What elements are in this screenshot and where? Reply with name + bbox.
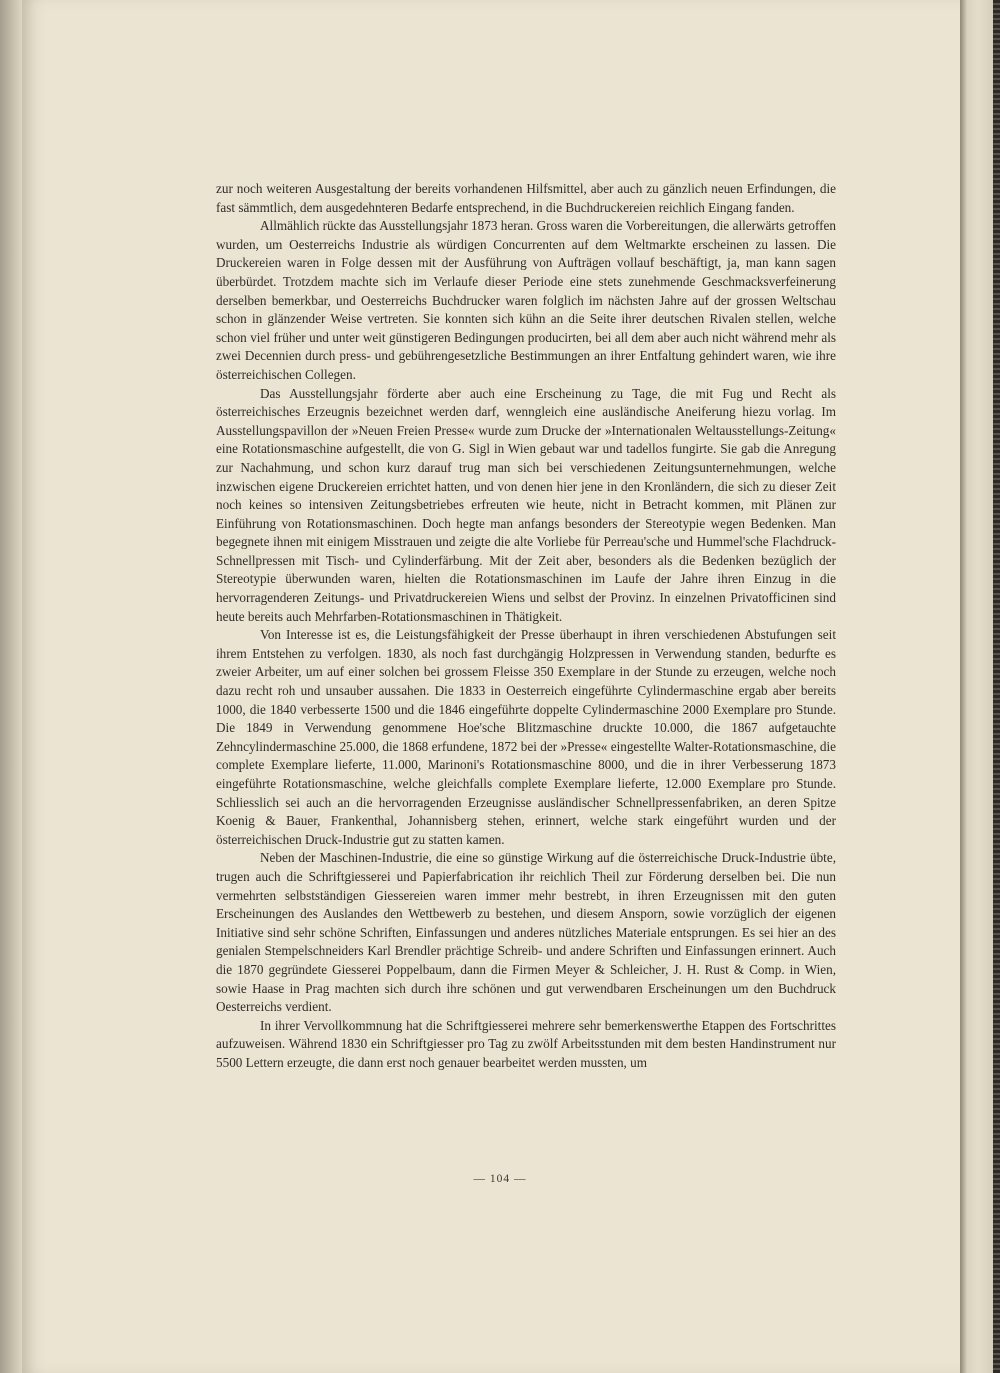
paragraph-6: In ihrer Vervollkommnung hat die Schriftgiesserei mehrere sehr bemerkenswerthe Etappen des Fortschrittes aufzuweisen. Während 1830 ein Schriftgiesser pro Tag zu zwölf Arbeitsstunden mit dem besten Handinstrument nur 5500 Lettern erzeugte, die dann erst noch genauer bearbeitet werden mussten, um [216, 1017, 836, 1070]
paragraph-1: zur noch weiteren Ausgestaltung der bereits vorhandenen Hilfsmittel, aber auch zu gänzlich neuen Erfindungen, die fast sämmtlich, dem ausgedehnteren Bedarfe entsprechend, in die Buchdruckereien reichlich Eingang fanden. [216, 181, 836, 215]
paragraph-2: Allmählich rückte das Ausstellungsjahr 1873 heran. Gross waren die Vorbereitungen, die allerwärts getroffen wurden, um Oesterreichs Industrie als würdigen Concurrenten auf dem Weltmarkte erscheinen zu lassen. Die Druckereien waren in Folge dessen mit der Ausführung von Aufträgen vollauf beschäftigt, ja, man kann sagen überbürdet. Trotzdem machte sich im Verlaufe dieser Periode eine stets zunehmende Geschmacksverfeinerung derselben bemerkbar, und Oesterreichs Buchdrucker waren folglich im nächsten Jahre auf der grossen Weltschau schon in glänzender Weise vertreten. Sie konnten sich kühn an die Seite ihrer deutschen Rivalen stellen, welche schon viel früher und unter weit günstigeren Bedingungen producirten, bei all dem aber auch nicht während mehr als zwei Decennien durch press- und gebührengesetzliche Bestimmungen an ihrer Entfaltung gehindert waren, wie ihre österreichischen Collegen. [216, 218, 836, 382]
page-number: — 104 — [473, 1173, 527, 1185]
body-text [216, 180, 836, 1073]
paragraph-5: Neben der Maschinen-Industrie, die eine so günstige Wirkung auf die österreichische Druck-Industrie übte, trugen auch die Schriftgiesserei und Papierfabrication ihr reichlich Theil zur Förderung derselben bei. Die nun vermehrten selbstständigen Giessereien waren immer mehr bestrebt, in ihren Erzeugnissen mit den guten Erscheinungen des Auslandes den Wettbewerb zu bestehen, und diesem Ansporn, sowie vorzüglich der eigenen Initiative sind sehr schöne Schriften, Einfassungen und anderes nützliches Materiale entsprungen. Es sei hier an des genialen Stempelschneiders Karl Brendler prächtige Schreib- und andere Schriften und Einfassungen erinnert. Auch die 1870 gegründete Giesserei Poppelbaum, dann die Firmen Meyer & Schleicher, J. H. Rust & Comp. in Wien, sowie Haase in Prag machten sich durch ihre schönen und gut verwendbaren Erscheinungen um den Buchdruck Oesterreichs verdient. [216, 850, 836, 1015]
page-edge [960, 0, 1000, 1373]
paragraph-3: Das Ausstellungsjahr förderte aber auch eine Erscheinung zu Tage, die mit Fug und Recht als österreichisches Erzeugnis bezeichnet werden darf, wenngleich eine ausländische Aneiferung hiezu vorlag. Im Ausstellungspavillon der »Neuen Freien Presse« wurde zum Drucke der »Internationalen Weltausstellungs-Zeitung« eine Rotationsmaschine aufgestellt, die von G. Sigl in Wien gebaut war und tadellos fungirte. Sie gab die Anregung zur Nachahmung, und schon kurz darauf trug man sich bei verschiedenen Zeitungsunternehmungen, welche inzwischen eigene Druckereien errichtet hatten, und von denen hier jene in den Kronländern, die sich zu dieser Zeit noch keines so intensiven Zeitungsbetriebes erfreuten wie heute, nicht in Betracht kommen, mit Plänen zur Einführung von Rotationsmaschinen. Doch hegte man anfangs besonders der Stereotypie wegen Bedenken. Man begegnete ihnen mit einigem Misstrauen und zeigte die alte Vorliebe für Perreau'sche und Hummel'sche Flachdruck-Schnellpressen mit Tisch- und Cylinderfärbung. Mit der Zeit aber, besonders als die Bedenken bezüglich der Stereotypie überwunden waren, hielten die Rotationsmaschinen im Laufe der Jahre ihren Einzug in die hervorragenderen Zeitungs- und Privatdruckereien Wiens und selbst der Provinz. In einzelnen Privatofficinen sind heute bereits auch Mehrfarben-Rotationsmaschinen in Thätigkeit. [216, 385, 836, 624]
paragraph-4: Von Interesse ist es, die Leistungsfähigkeit der Presse überhaupt in ihren verschiedenen Abstufungen seit ihrem Entstehen zu verfolgen. 1830, als noch fast durchgängig Holzpressen in Verwendung standen, bedurfte es zweier Arbeiter, um auf einer solchen bei grossem Fleisse 350 Exemplare in der Stunde zu erzeugen, welche noch dazu recht roh und unsauber aussahen. Die 1833 in Oesterreich eingeführte Cylindermaschine ergab aber bereits 1000, die 1840 verbesserte 1500 und die 1846 eingeführte doppelte Cylindermaschine 2000 Exemplare pro Stunde. Die 1849 in Verwendung genommene Hoe'sche Blitzmaschine druckte 10.000, die 1867 aufgetauchte Zehncylindermaschine 25.000, die 1868 erfundene, 1872 bei der »Presse« eingestellte Walter-Rotationsmaschine, die complete Exemplare lieferte, 11.000, Marinoni's Rotationsmaschine 8000, und die in ihrer Verbesserung 1873 eingeführte Rotationsmaschine, welche gleichfalls complete Exemplare lieferte, 12.000 Exemplare pro Stunde. Schliesslich sei auch an die hervorragenden Erzeugnisse ausländischer Schnellpressenfabriken, an deren Spitze Koenig & Bauer, Frankenthal, Johannisberg stehen, erinnert, welche stark eingeführt wurden und der österreichischen Druck-Industrie gut zu statten kamen. [216, 627, 836, 847]
book-binding [0, 0, 22, 1373]
